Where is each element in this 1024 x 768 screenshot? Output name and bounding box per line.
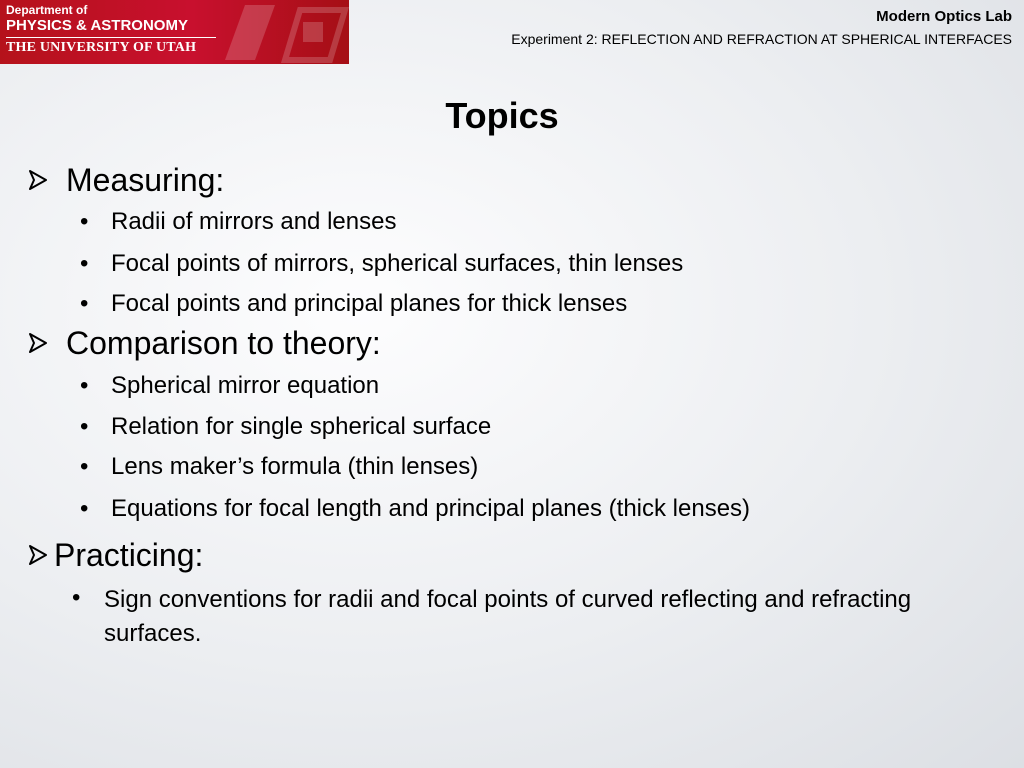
list-item-text: Lens maker’s formula (thin lenses) <box>111 453 479 480</box>
experiment-title: Experiment 2: REFLECTION AND REFRACTION AT SPHERICAL INTERFACES <box>511 31 1012 47</box>
list-item <box>80 412 491 442</box>
logo-physics-astronomy-text: PHYSICS & ASTRONOMY <box>6 17 188 34</box>
list-item <box>80 289 627 319</box>
bullet-dot: • <box>80 495 89 522</box>
list-item <box>80 371 379 401</box>
bullet-dot: • <box>80 250 89 277</box>
bullet-dot: • <box>80 413 89 440</box>
topic-heading: Measuring: <box>66 162 225 198</box>
logo-department-text: Department of <box>6 3 88 17</box>
list-item <box>80 207 396 237</box>
list-item-text: Equations for focal length and principal planes (thick lenses) <box>111 495 751 522</box>
topic-heading: Comparison to theory: <box>66 325 381 361</box>
logo-university-text: THE UNIVERSITY OF UTAH <box>6 40 197 55</box>
department-logo <box>0 0 349 64</box>
slide-title: Topics <box>445 95 559 136</box>
bullet-dot: • <box>80 372 89 399</box>
lab-title: Modern Optics Lab <box>876 8 1012 25</box>
arrow-bullet-icon <box>28 545 48 565</box>
list-item <box>80 494 750 524</box>
arrow-bullet-icon <box>28 333 48 353</box>
list-item-text: Focal points and principal planes for thick lenses <box>111 290 628 317</box>
bullet-dot: • <box>72 584 81 611</box>
arrow-bullet-icon <box>28 170 48 190</box>
logo-divider <box>6 37 216 38</box>
list-item-text: Relation for single spherical surface <box>111 413 492 440</box>
slide-header <box>511 8 1012 48</box>
bullet-dot: • <box>80 290 89 317</box>
list-item <box>80 452 478 482</box>
list-item-text: Spherical mirror equation <box>111 372 380 399</box>
list-item <box>80 249 683 279</box>
topic-practicing <box>28 537 203 573</box>
university-seal-watermark <box>215 0 349 64</box>
topic-measuring <box>28 162 224 198</box>
list-item-text: Radii of mirrors and lenses <box>111 208 397 235</box>
list-item <box>72 583 952 651</box>
topic-comparison <box>28 325 381 361</box>
list-item-text: Sign conventions for radii and focal points of curved reflecting and refracting surfaces. <box>104 586 912 647</box>
topic-heading: Practicing: <box>54 537 204 573</box>
bullet-dot: • <box>80 208 89 235</box>
bullet-dot: • <box>80 453 89 480</box>
list-item-text: Focal points of mirrors, spherical surfaces, thin lenses <box>111 250 684 277</box>
